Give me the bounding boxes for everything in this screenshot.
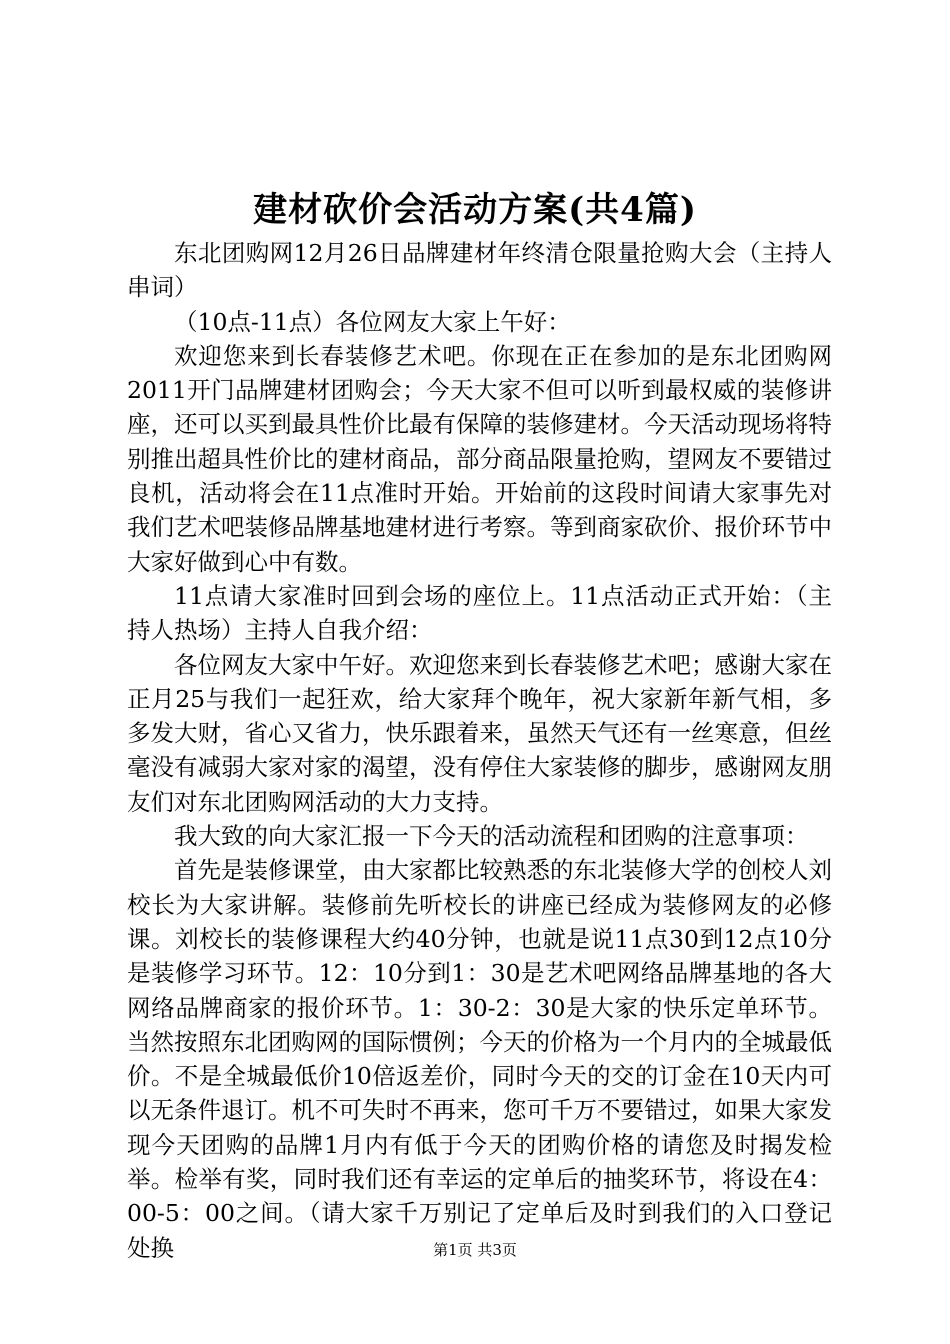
paragraph-welcome: 欢迎您来到长春装修艺术吧。你现在正在参加的是东北团购网2011开门品牌建材团购会；今天大家不但可以听到最权威的装修讲座，还可以买到最具性价比最有保障的装修建材。今天活动现场将特别推出超具性价比的建材商品，部分商品限量抢购，望网友不要错过良机，活动将会在11点准时开始。开始前的这段时间请大家事先对我们艺术吧装修品牌基地建材进行考察。等到商家砍价、报价环节中大家好做到心中有数。 (127, 341, 832, 576)
paragraph-intro: 东北团购网12月26日品牌建材年终清仓限量抢购大会（主持人串词） (127, 239, 832, 302)
document-body (127, 236, 832, 1265)
document-title: 建材砍价会活动方案(共4篇) (253, 190, 697, 230)
paragraph-start-time: 11点请大家准时回到会场的座位上。11点活动正式开始：（主持人热场）主持人自我介绍： (127, 581, 832, 645)
paragraph-agenda-intro: 我大致的向大家汇报一下今天的活动流程和团购的注意事项： (174, 822, 809, 851)
paragraph-agenda-details: 首先是装修课堂，由大家都比较熟悉的东北装修大学的创校人刘校长为大家讲解。装修前先听校长的讲座已经成为装修网友的必修课。刘校长的装修课程大约40分钟，也就是说11点30到12点10分是装修学习环节。12：10分到1：30是艺术吧网络品牌基地的各大网络品牌商家的报价环节。1：30-2：30是大家的快乐定单环节。当然按照东北团购网的国际惯例；今天的价格为一个月内的全城最低价。不是全城最低价10倍返差价，同时今天的交的订金在10天内可以无条件退订。机不可失时不再来，您可千万不要错过，如果大家发现今天团购的品牌1月内有低于今天的团购价格的请您及时揭发检举。检举有奖，同时我们还有幸运的定单后的抽奖环节，将设在4：00-5：00之间。（请大家千万别记了定单后及时到我们的入口登记处换 (127, 856, 832, 1262)
paragraph-greeting-noon: 各位网友大家中午好。欢迎您来到长春装修艺术吧；感谢大家在正月25与我们一起狂欢，给大家拜个晚年，祝大家新年新气相，多多发大财，省心又省力，快乐跟着来，虽然天气还有一丝寒意，但丝毫没有减弱大家对家的渴望，没有停住大家装修的脚步，感谢网友朋友们对东北团购网活动的大力支持。 (127, 650, 832, 816)
page-number-footer: 第1页 共3页 (433, 1241, 517, 1259)
paragraph-greeting-morning: （10点-11点）各位网友大家上午好： (174, 307, 571, 336)
